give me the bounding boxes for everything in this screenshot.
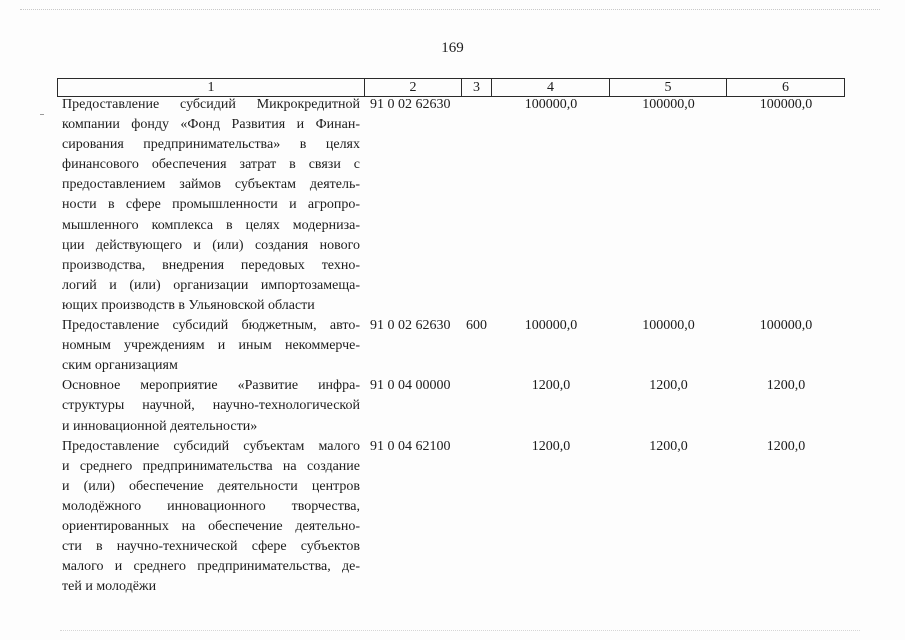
description-line: номным учреждениям и иным некоммерче- (62, 338, 360, 354)
description-line: малого и среднего предпринимательства, де- (62, 559, 360, 575)
description-line: сти в научно-технической сфере субъектов (62, 539, 360, 555)
value-col-5: 1200,0 (649, 378, 688, 394)
description-line: Предоставление субсидий Микрокредитной (62, 97, 360, 112)
header-cell-6: 6 (727, 78, 845, 97)
budget-code: 91 0 04 00000 (370, 378, 451, 394)
value-col-5: 1200,0 (649, 438, 688, 454)
scan-artifact-mark (40, 114, 44, 115)
scan-artifact-top (20, 9, 880, 10)
value-col-6: 100000,0 (759, 318, 813, 334)
value-col-6: 100000,0 (759, 97, 813, 112)
value-col-4: 1200,0 (531, 378, 571, 394)
description-line: сирования предпринимательства» в целях (62, 137, 360, 153)
description-line: тей и молодёжи (62, 579, 157, 595)
value-col-4: 100000,0 (524, 318, 578, 334)
budget-code: 91 0 04 62100 (370, 438, 451, 454)
row-description (62, 95, 360, 316)
description-line: компании фонду «Фонд Развития и Финан- (62, 117, 360, 133)
description-line: и инновационной деятельности» (62, 418, 258, 434)
description-line: ности в сфере промышленности и агропро- (62, 197, 360, 213)
page-number: 169 (441, 40, 464, 56)
description-line: производства, внедрения передовых техно- (62, 257, 360, 273)
header-cell-2: 2 (365, 78, 462, 97)
header-cell-3: 3 (462, 78, 492, 97)
description-line: финансового обеспечения затрат в связи с (62, 157, 360, 173)
row-description (62, 437, 360, 598)
description-line: Предоставление субсидий субъектам малого (62, 438, 360, 454)
value-col-4: 100000,0 (524, 97, 578, 112)
description-line: ции действующего и (или) создания нового (62, 237, 360, 253)
header-cell-4: 4 (492, 78, 610, 97)
description-line: Предоставление субсидий бюджетным, авто- (62, 318, 360, 334)
header-cell-1: 1 (57, 78, 365, 97)
row-description (62, 376, 360, 436)
description-line: ющих производств в Ульяновской области (62, 297, 315, 313)
description-line: предоставлением займов субъектам деятель- (62, 177, 360, 193)
description-line: структуры научной, научно-технологической (62, 398, 360, 414)
description-line: и среднего предпринимательства на создание (62, 458, 360, 474)
value-col-5: 100000,0 (642, 97, 695, 112)
description-line: молодёжного инновационного творчества, (62, 498, 360, 514)
value-col-5: 100000,0 (642, 318, 695, 334)
header-cell-5: 5 (610, 78, 727, 97)
budget-code: 91 0 02 62630 (370, 318, 451, 334)
description-line: Основное мероприятие «Развитие инфра- (62, 378, 360, 394)
description-line: ориентированных на обеспечение деятельно- (62, 519, 360, 535)
expense-type-code: 600 (466, 318, 487, 334)
description-line: логий и (или) организации импортозамеща- (62, 277, 360, 293)
value-col-6: 1200,0 (766, 378, 806, 394)
description-line: мышленного комплекса в целях модерниза- (62, 217, 360, 233)
scan-artifact-bottom (60, 630, 860, 631)
value-col-4: 1200,0 (531, 438, 571, 454)
value-col-6: 1200,0 (766, 438, 806, 454)
row-description (62, 316, 360, 376)
budget-code: 91 0 02 62630 (370, 97, 451, 112)
description-line: и (или) обеспечение деятельности центров (62, 478, 360, 494)
description-line: ским организациям (62, 358, 178, 374)
